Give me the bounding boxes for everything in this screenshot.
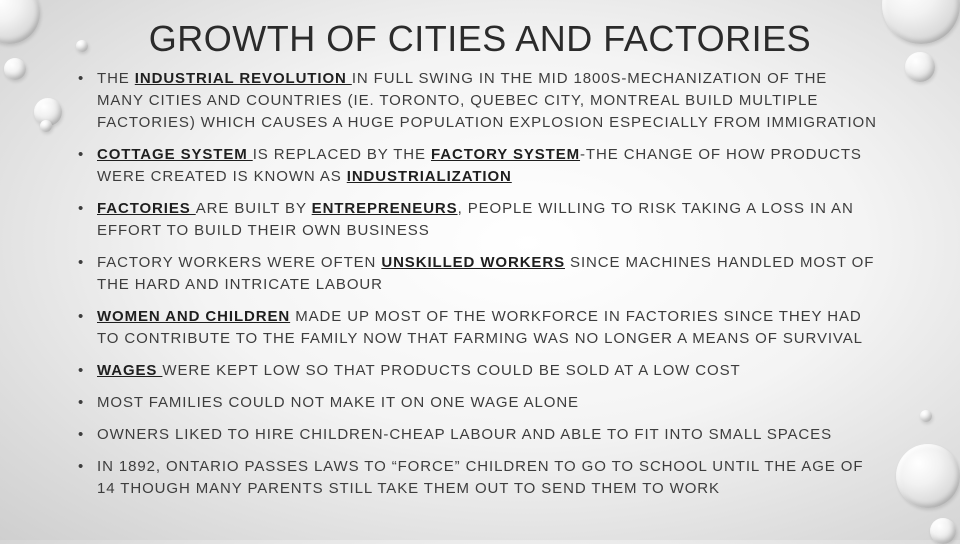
bullet-text: IN 1892, ONTARIO PASSES LAWS TO “FORCE” CHILDREN TO GO TO SCHOOL UNTIL THE AGE OF 14 THOUGH MANY PARENTS STILL TAKE THEM OUT TO SEND THEM TO WORK — [97, 458, 864, 497]
bullet-text: ARE BUILT BY — [195, 200, 312, 217]
key-term: INDUSTRIALIZATION — [346, 168, 512, 185]
bullet-item — [78, 306, 878, 350]
bullet-marker: • — [78, 70, 85, 87]
key-term: INDUSTRIAL REVOLUTION — [134, 70, 352, 87]
key-term: UNSKILLED WORKERS — [381, 254, 565, 271]
bullet-text: OWNERS LIKED TO HIRE CHILDREN-CHEAP LABOUR AND ABLE TO FIT INTO SMALL SPACES — [97, 426, 832, 443]
water-droplet-decoration — [4, 58, 26, 80]
bullet-item — [78, 392, 878, 414]
bullet-text: , PEOPLE WILLING TO RISK TAKING A LOSS IN AN EFFORT TO BUILD THEIR OWN BUSINESS — [97, 200, 854, 239]
bullet-text: SINCE MACHINES HANDLED MOST OF THE HARD AND INTRICATE LABOUR — [97, 254, 875, 293]
water-droplet-decoration — [920, 410, 932, 422]
key-term: FACTORIES — [97, 200, 196, 217]
bullet-text: IN FULL SWING IN THE MID 1800S-MECHANIZATION OF THE MANY CITIES AND COUNTRIES (IE. TORONTO, QUEBEC CITY, MONTREAL BUILD MULTIPLE FACTORIES) WHICH CAUSES A HUGE POPULATION EXPLOSION ESPECIALLY FROM IMMIGRATION — [97, 70, 877, 131]
key-term: WAGES — [97, 362, 163, 379]
bullet-text: -THE CHANGE OF HOW PRODUCTS WERE CREATED IS KNOWN AS — [97, 146, 862, 185]
key-term: ENTREPRENEURS — [311, 200, 458, 217]
water-droplet-decoration — [40, 120, 52, 132]
bullet-item — [78, 252, 878, 296]
bullet-text: WERE KEPT LOW SO THAT PRODUCTS COULD BE SOLD AT A LOW COST — [162, 362, 741, 379]
key-term: FACTORY SYSTEM — [431, 146, 581, 163]
water-droplet-decoration — [930, 518, 956, 544]
bullet-marker: • — [78, 426, 85, 443]
bullet-text: MADE UP MOST OF THE WORKFORCE IN FACTORIES SINCE THEY HAD TO CONTRIBUTE TO THE FAMILY NOW THAT FARMING WAS NO LONGER A MEANS OF SURVIVAL — [97, 308, 863, 347]
bullet-list — [78, 68, 878, 510]
bullet-item — [78, 198, 878, 242]
bullet-marker: • — [78, 200, 85, 217]
bullet-marker: • — [78, 146, 85, 163]
water-droplet-decoration — [896, 444, 960, 508]
bullet-text: FACTORY WORKERS WERE OFTEN — [97, 254, 382, 271]
slide-title: GROWTH OF CITIES AND FACTORIES — [148, 18, 812, 59]
bullet-item — [78, 456, 878, 500]
bullet-item — [78, 360, 878, 382]
key-term: WOMEN AND CHILDREN — [97, 308, 291, 325]
bullet-text: THE — [97, 70, 135, 87]
bullet-marker: • — [78, 394, 85, 411]
bullet-marker: • — [78, 362, 85, 379]
bullet-item — [78, 144, 878, 188]
bullet-marker: • — [78, 458, 85, 475]
bullet-text: MOST FAMILIES COULD NOT MAKE IT ON ONE WAGE ALONE — [97, 394, 579, 411]
bullet-text: IS REPLACED BY THE — [252, 146, 432, 163]
bullet-item — [78, 424, 878, 446]
bullet-item — [78, 68, 878, 134]
bullet-marker: • — [78, 308, 85, 325]
bullet-marker: • — [78, 254, 85, 271]
key-term: COTTAGE SYSTEM — [97, 146, 253, 163]
